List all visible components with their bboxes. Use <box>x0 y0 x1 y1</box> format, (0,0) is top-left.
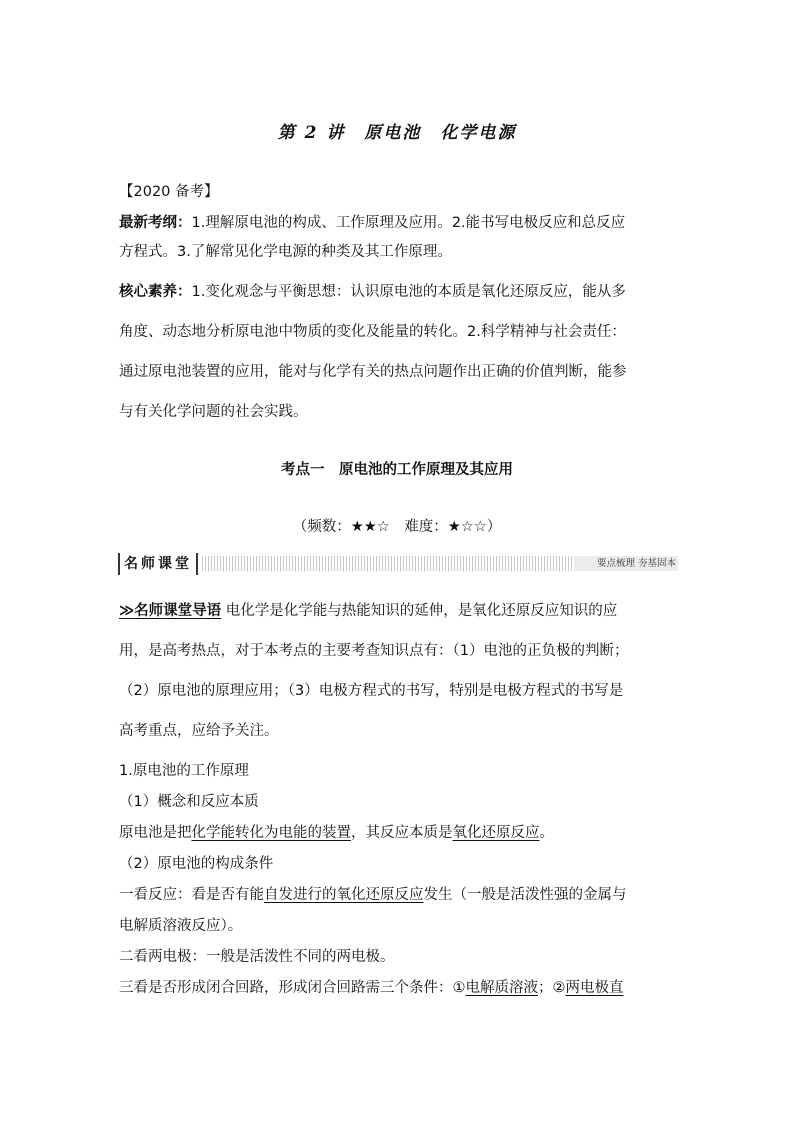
page-title: 第 2 讲 原电池 化学电源 <box>277 123 517 143</box>
condition-3 <box>119 976 679 997</box>
guide-line-2: 用，是高考热点，对于本考点的主要考查知识点有：（1）电池的正负极的判断； <box>119 643 629 659</box>
text-span: 三看是否形成闭合回路，形成闭合回路需三个条件：① <box>119 980 466 996</box>
condition-1-line-2: 电解质溶液反应）。 <box>119 918 243 934</box>
banner-right-text: 要点梳理 夯基固本 <box>574 556 678 571</box>
prep-heading: 【2020 备考】 <box>119 184 219 200</box>
subheading-2: （2）原电池的构成条件 <box>119 856 274 872</box>
literacy-line-2: 角度、动态地分析原电池中物质的变化及能量的转化。2.科学精神与社会责任： <box>119 324 626 340</box>
guide-marker: ≫名师课堂导语 <box>119 603 222 619</box>
section-title: 考点一 原电池的工作原理及其应用 <box>281 462 513 478</box>
literacy-line-3: 通过原电池装置的应用，能对与化学有关的热点问题作出正确的价值判断，能参 <box>119 364 627 380</box>
literacy-line-4: 与有关化学问题的社会实践。 <box>119 404 308 420</box>
paragraph-definition <box>119 821 679 842</box>
literacy-text-1: 1.变化观念与平衡思想：认识原电池的本质是氧化还原反应，能从多 <box>191 284 626 300</box>
text-span: 。 <box>539 825 554 841</box>
guide-text-1: 电化学是化学能与热能知识的延伸，是氧化还原反应知识的应 <box>221 603 618 619</box>
syllabus-line-1 <box>119 211 679 232</box>
guide-line-1 <box>119 599 679 620</box>
text-span: ；② <box>538 980 566 996</box>
syllabus-label: 最新考纲： <box>119 215 192 231</box>
guide-line-3: （2）原电池的原理应用；（3）电极方程式的书写，特别是电极方程式的书写是 <box>119 683 624 699</box>
text-span: 原电池是把 <box>119 825 192 841</box>
subheading-1: （1）概念和反应本质 <box>119 794 259 810</box>
blank-answer: 自发进行的氧化还原反应 <box>264 887 424 903</box>
condition-2: 二看两电极：一般是活泼性不同的两电极。 <box>119 949 395 965</box>
condition-1-line-1 <box>119 883 679 904</box>
blank-answer: 两电极直 <box>565 980 624 996</box>
teacher-class-banner <box>118 553 678 575</box>
text-span: 发生（一般是活泼性强的金属与 <box>423 887 627 903</box>
literacy-label: 核心素养： <box>119 284 192 300</box>
syllabus-line-2: 方程式。3.了解常见化学电源的种类及其工作原理。 <box>119 244 452 260</box>
blank-answer: 氧化还原反应 <box>452 825 540 841</box>
text-span: 一看反应：看是否有能 <box>119 887 264 903</box>
syllabus-text-1: 1.理解原电池的构成、工作原理及应用。2.能书写电极反应和总反应 <box>191 215 626 231</box>
text-span: ，其反应本质是 <box>351 825 453 841</box>
blank-answer: 化学能转化为电能的装置 <box>191 825 351 841</box>
guide-line-4: 高考重点，应给予关注。 <box>119 723 279 739</box>
heading-1: 1.原电池的工作原理 <box>119 763 249 779</box>
literacy-line-1 <box>119 280 679 301</box>
banner-label: 名师课堂 <box>118 553 198 575</box>
section-rating: （频数：★★☆ 难度：★☆☆） <box>292 519 502 535</box>
blank-answer: 电解质溶液 <box>465 980 538 996</box>
banner-hatch-decoration <box>202 556 572 571</box>
